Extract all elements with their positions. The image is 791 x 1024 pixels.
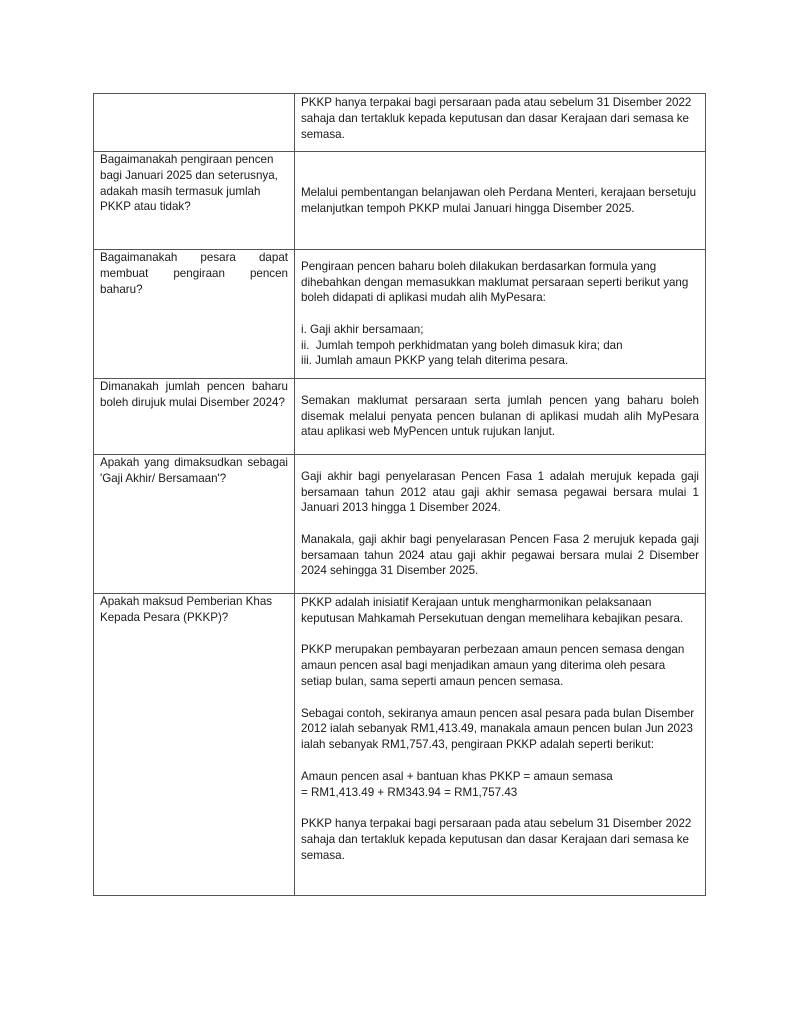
table-row [94,594,706,896]
question-cell [94,94,295,152]
answer-paragraph: PKKP adalah inisiatif Kerajaan untuk mengharmonikan pelaksanaan keputusan Mahkamah Persekutuan dengan memelihara kebajikan pesara. [301,596,684,625]
formula-line: = RM1,413.49 + RM343.94 = RM1,757.43 [301,785,518,799]
answer-list-item: ii. Jumlah tempoh perkhidmatan yang boleh dimasuk kira; dan [301,338,623,352]
answer-paragraph: Semakan maklumat persaraan serta jumlah pencen yang baharu boleh disemak melalui penyata pencen bulanan di aplikasi mudah alih MyPesara atau aplikasi web MyPencen untuk rujukan lanjut. [301,393,699,439]
table-row [94,379,706,455]
answer-paragraph: Gaji akhir bagi penyelarasan Pencen Fasa 1 adalah merujuk kepada gaji bersamaan tahun 2012 atau gaji akhir semasa pegawai bersara mulai 1 Januari 2013 hingga 1 Disember 2024. [301,469,699,515]
question-cell [94,250,295,379]
answer-cell [295,152,706,250]
answer-cell [295,94,706,152]
question-text: Apakah yang dimaksudkan sebagai 'Gaji Akhir/ Bersamaan'? [100,456,288,485]
answer-paragraph: PKKP merupakan pembayaran perbezaan amaun pencen semasa dengan amaun pencen asal bagi menjadikan amaun yang diterima oleh pesara setiap bulan, sama seperti amaun pencen semasa. [301,643,685,688]
answer-paragraph: PKKP hanya terpakai bagi persaraan pada atau sebelum 31 Disember 2022 sahaja dan tertakluk kepada keputusan dan dasar Kerajaan dari semasa ke semasa. [301,817,692,862]
formula-line: Amaun pencen asal + bantuan khas PKKP = amaun semasa [301,769,613,783]
answer-paragraph: PKKP hanya terpakai bagi persaraan pada atau sebelum 31 Disember 2022 sahaja dan tertakluk kepada keputusan dan dasar Kerajaan dari semasa ke semasa. [301,96,692,141]
answer-paragraph: Melalui pembentangan belanjawan oleh Perdana Menteri, kerajaan bersetuju melanjutkan tempoh PKKP mulai Januari hingga Disember 2025. [301,185,697,215]
answer-cell [295,379,706,455]
question-text: Bagaimanakah pengiraan pencen bagi Januari 2025 dan seterusnya, adakah masih termasuk jumlah PKKP atau tidak? [100,153,278,214]
question-cell [94,455,295,594]
question-text: Apakah maksud Pemberian Khas Kepada Pesara (PKKP)? [100,595,273,624]
question-cell [94,152,295,250]
answer-cell [295,250,706,379]
faq-table [93,93,706,896]
answer-cell [295,594,706,896]
answer-paragraph: Manakala, gaji akhir bagi penyelarasan Pencen Fasa 2 merujuk kepada gaji bersamaan tahun 2024 atau gaji akhir pegawai bersara mulai 2 Disember 2024 sehingga 31 Disember 2025. [301,532,699,578]
question-text: Bagaimanakah pesara dapat membuat pengiraan pencen baharu? [100,251,288,296]
answer-paragraph: Sebagai contoh, sekiranya amaun pencen asal pesara pada bulan Disember 2012 ialah sebanyak RM1,413.49, manakala amaun pencen bulan Jun 2023 ialah sebanyak RM1,757.43, pengiraan PKKP adalah seperti berikut: [301,706,695,752]
question-text: Dimanakah jumlah pencen baharu boleh dirujuk mulai Disember 2024? [100,380,288,409]
table-row [94,152,706,250]
table-row [94,94,706,152]
table-row [94,250,706,379]
question-cell [94,594,295,896]
answer-paragraph: Pengiraan pencen baharu boleh dilakukan berdasarkan formula yang dihebahkan dengan memasukkan maklumat persaraan seperti berikut yang boleh didapati di aplikasi mudah alih MyPesara: [301,259,689,305]
question-cell [94,379,295,455]
table-row [94,455,706,594]
answer-list-item: iii. Jumlah amaun PKKP yang telah diterima pesara. [301,354,569,368]
answer-list-item: i. Gaji akhir bersamaan; [301,322,424,336]
answer-cell [295,455,706,594]
